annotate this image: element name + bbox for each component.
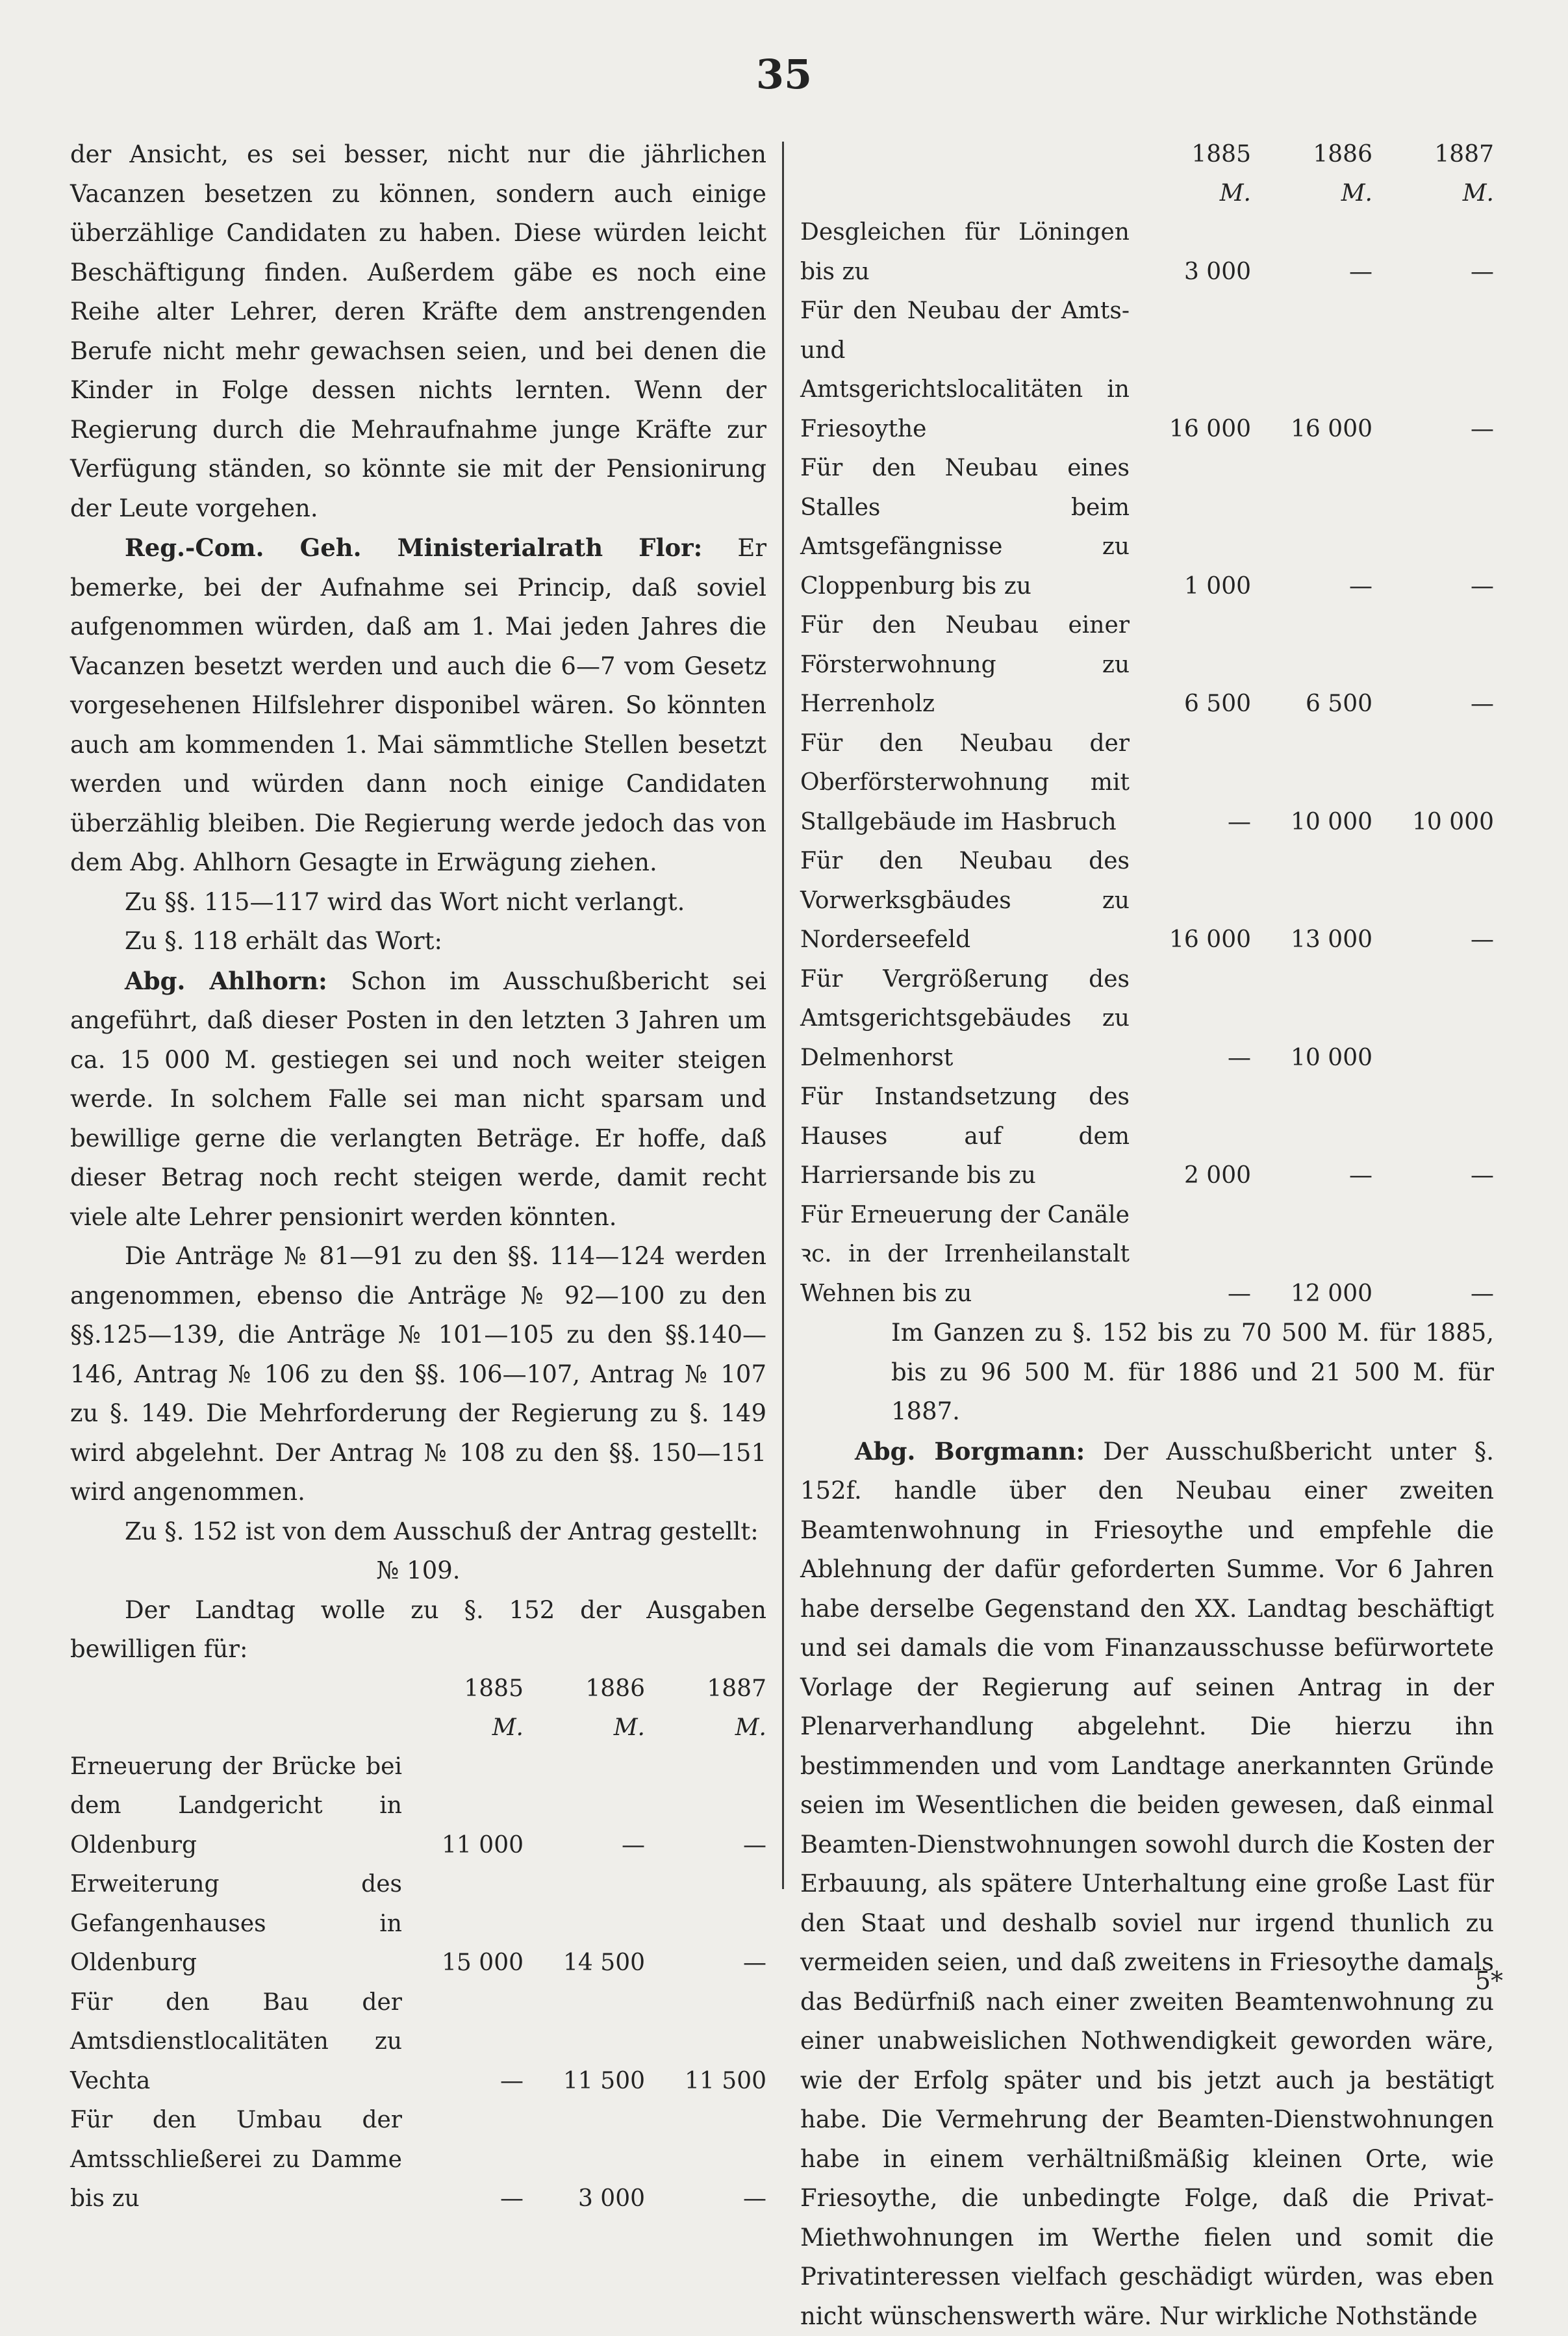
value-1886: 3 000 (524, 2179, 645, 2219)
value-1885: — (1130, 1039, 1251, 1078)
value-1887: — (645, 2179, 766, 2219)
paragraph: Zu §§. 115—117 wird das Wort nicht verlangt. (70, 883, 766, 922)
value-1886: 13 000 (1251, 920, 1372, 960)
value-1885: 2 000 (1130, 1156, 1251, 1196)
table-row (800, 1196, 1494, 1314)
motion-number: № 109. (70, 1551, 766, 1591)
row-label: Desgleichen für Löningen bis zu (800, 213, 1130, 292)
value-1887: — (1372, 567, 1494, 607)
table-row (800, 292, 1494, 449)
table-row (800, 606, 1494, 724)
value-1887: — (1372, 685, 1494, 724)
value-1887: — (1372, 1275, 1494, 1314)
currency-header: M. (1372, 174, 1494, 213)
value-1886: 6 500 (1251, 685, 1372, 724)
table-row (800, 1078, 1494, 1196)
row-label: Für den Neubau eines Stalles beim Amtsgefängnisse zu Cloppenburg bis zu (800, 449, 1130, 606)
value-1886: 11 500 (524, 2062, 645, 2101)
value-1885: 16 000 (1130, 920, 1251, 960)
currency-header: M. (402, 1708, 524, 1747)
row-label: Für den Neubau der Oberförsterwohnung mit Stallgebäude im Hasbruch (800, 724, 1130, 843)
row-label: Für den Neubau der Amts- und Amtsgerichtslocalitäten in Friesoythe (800, 292, 1130, 449)
value-1886: 14 500 (524, 1944, 645, 1983)
currency-header: M. (1130, 174, 1251, 213)
speaker-name: Abg. Borgmann: (855, 1437, 1085, 1466)
table-row (70, 1983, 766, 2101)
currency-header: M. (524, 1708, 645, 1747)
speech-text: Schon im Ausschußbericht sei angeführt, daß dieser Posten in den letzten 3 Jahren um ca. 15 000 M. gestiegen sei und noch weiter steigen werde. In solchem Falle sei man nicht sparsam und bewillige gerne die verlangten Beträge. Er hoffe, daß dieser Betrag noch recht steigen werde, damit recht viele alte Lehrer pensionirt werden könnten. (70, 967, 766, 1231)
paragraph: Zu §. 152 ist von dem Ausschuß der Antrag gestellt: (70, 1512, 766, 1552)
column-divider (782, 142, 784, 1889)
value-1887: — (1372, 410, 1494, 450)
table-row (800, 960, 1494, 1078)
value-1885: — (1130, 1275, 1251, 1314)
page-number: 35 (0, 51, 1568, 98)
right-column (800, 135, 1494, 2336)
table-currency-header (70, 1708, 766, 1747)
value-1885: 15 000 (402, 1944, 524, 1983)
table-row (800, 213, 1494, 292)
value-1887: — (645, 1944, 766, 1983)
table-year-header (800, 135, 1494, 174)
paragraph: der Ansicht, es sei besser, nicht nur die jährlichen Vacanzen besetzen zu können, sondern auch einige überzählige Candidaten zu haben. Diese würden leicht Beschäftigung finden. Außerdem gäbe es noch eine Reihe alter Lehrer, deren Kräfte dem anstrengenden Berufe nicht mehr gewachsen seien, und bei denen die Kinder in Folge dessen nichts lernten. Wenn der Regierung durch die Mehraufnahme junge Kräfte zur Verfügung ständen, so könnte sie mit der Pensionirung der Leute vorgehen. (70, 135, 766, 528)
value-1885: 6 500 (1130, 685, 1251, 724)
paragraph: Die Anträge № 81—91 zu den §§. 114—124 werden angenommen, ebenso die Anträge № 92—100 zu den §§.125—139, die Anträge № 101—105 zu den §§.140—146, Antrag № 106 zu den §§. 106—107, Antrag № 107 zu §. 149. Die Mehrforderung der Regierung zu §. 149 wird abgelehnt. Der Antrag № 108 zu den §§. 150—151 wird angenommen. (70, 1237, 766, 1512)
row-label: Für den Umbau der Amtsschließerei zu Damme bis zu (70, 2101, 402, 2219)
row-label: Für den Neubau des Vorwerksgbäudes zu Norderseefeld (800, 842, 1130, 960)
paragraph: Der Landtag wolle zu §. 152 der Ausgaben bewilligen für: (70, 1591, 766, 1669)
year-header: 1885 (1130, 135, 1251, 174)
paragraph (70, 528, 766, 883)
value-1887: 11 500 (645, 2062, 766, 2101)
year-header: 1887 (645, 1669, 766, 1708)
value-1886: 10 000 (1251, 1039, 1372, 1078)
value-1886: 12 000 (1251, 1275, 1372, 1314)
table-row (70, 1865, 766, 1983)
value-1886: — (1251, 253, 1372, 292)
value-1886: — (524, 1826, 645, 1866)
table-row (800, 724, 1494, 843)
paragraph: Zu §. 118 erhält das Wort: (70, 922, 766, 961)
value-1887: — (1372, 253, 1494, 292)
value-1886: — (1251, 567, 1372, 607)
row-label: Für Instandsetzung des Hauses auf dem Harriersande bis zu (800, 1078, 1130, 1196)
row-label: Für den Neubau einer Försterwohnung zu Herrenholz (800, 606, 1130, 724)
speaker-name: Abg. Ahlhorn: (125, 967, 327, 995)
value-1887: — (1372, 920, 1494, 960)
table-row (800, 842, 1494, 960)
value-1885: 11 000 (402, 1826, 524, 1866)
row-label: Für den Bau der Amtsdienstlocalitäten zu Vechta (70, 1983, 402, 2101)
budget-total: Im Ganzen zu §. 152 bis zu 70 500 M. für 1885, bis zu 96 500 M. für 1886 und 21 500 M. für 1887. (800, 1314, 1494, 1432)
speech-text: Der Ausschußbericht unter §. 152f. handle über den Neubau einer zweiten Beamtenwohnung in Friesoythe und empfehle die Ablehnung der dafür geforderten Summe. Vor 6 Jahren habe derselbe Gegenstand den XX. Landtag beschäftigt und sei damals die vom Finanzausschusse befürwortete Vorlage der Regierung auf seinen Antrag in der Plenarverhandlung abgelehnt. Die hierzu ihn bestimmenden und vom Landtage anerkannten Gründe seien im Wesentlichen die beiden gewesen, daß einmal Beamten-Dienstwohnungen sowohl durch die Kosten der Erbauung, als spätere Unterhaltung eine große Last für den Staat und deshalb soviel nur irgend thunlich zu vermeiden seien, und daß zweitens in Friesoythe damals das Bedürfniß nach einer zweiten Beamtenwohnung zu einer unabweislichen Nothwendigkeit geworden wäre, wie der Erfolg später und bis jetzt auch ja bestätigt habe. Die Vermehrung der Beamten-Dienstwohnungen habe in einem verhältnißmäßig kleinen Orte, wie Friesoythe, die unbedingte Folge, daß die Privat-Miethwohnungen im Werthe fielen und somit die Privatinteressen vielfach geschädigt würden, was eben nicht wünschenswerth wäre. Nur wirkliche Nothstände (800, 1438, 1494, 2330)
value-1885: — (402, 2179, 524, 2219)
value-1886: 10 000 (1251, 803, 1372, 843)
row-label: Für Erneuerung der Canäle ꝛc. in der Irrenheilanstalt Wehnen bis zu (800, 1196, 1130, 1314)
left-column (70, 135, 766, 2219)
table-row (70, 1747, 766, 1866)
value-1887: — (1372, 1156, 1494, 1196)
speaker-name: Reg.-Com. Geh. Ministerialrath Flor: (125, 533, 702, 562)
value-1887: — (645, 1826, 766, 1866)
value-1885: — (402, 2062, 524, 2101)
value-1887: 10 000 (1372, 803, 1494, 843)
table-year-header (70, 1669, 766, 1708)
value-1886: 16 000 (1251, 410, 1372, 450)
paragraph (800, 1432, 1494, 2336)
year-header: 1886 (524, 1669, 645, 1708)
budget-table-left (70, 1669, 766, 2219)
table-row (800, 449, 1494, 606)
value-1885: 16 000 (1130, 410, 1251, 450)
table-row (70, 2101, 766, 2219)
row-label: Erneuerung der Brücke bei dem Landgericht in Oldenburg (70, 1747, 402, 1866)
value-1886: — (1251, 1156, 1372, 1196)
year-header: 1885 (402, 1669, 524, 1708)
year-header: 1887 (1372, 135, 1494, 174)
budget-table-right (800, 135, 1494, 1314)
year-header: 1886 (1251, 135, 1372, 174)
signature-mark: 5* (1475, 1966, 1503, 1995)
row-label: Erweiterung des Gefangenhauses in Oldenburg (70, 1865, 402, 1983)
value-1885: 3 000 (1130, 253, 1251, 292)
currency-header: M. (645, 1708, 766, 1747)
paragraph (70, 961, 766, 1238)
row-label: Für Vergrößerung des Amtsgerichtsgebäudes zu Delmenhorst (800, 960, 1130, 1078)
table-currency-header (800, 174, 1494, 213)
value-1885: — (1130, 803, 1251, 843)
value-1885: 1 000 (1130, 567, 1251, 607)
currency-header: M. (1251, 174, 1372, 213)
speech-text: Er bemerke, bei der Aufnahme sei Princip, daß soviel aufgenommen würden, daß am 1. Mai jeden Jahres die Vacanzen besetzt werden und auch die 6—7 vom Gesetz vorgesehenen Hilfslehrer disponibel wären. So könnten auch am kommenden 1. Mai sämmtliche Stellen besetzt werden und würden dann noch einige Candidaten überzählig bleiben. Die Regierung werde jedoch das von dem Abg. Ahlhorn Gesagte in Erwägung ziehen. (70, 534, 766, 876)
